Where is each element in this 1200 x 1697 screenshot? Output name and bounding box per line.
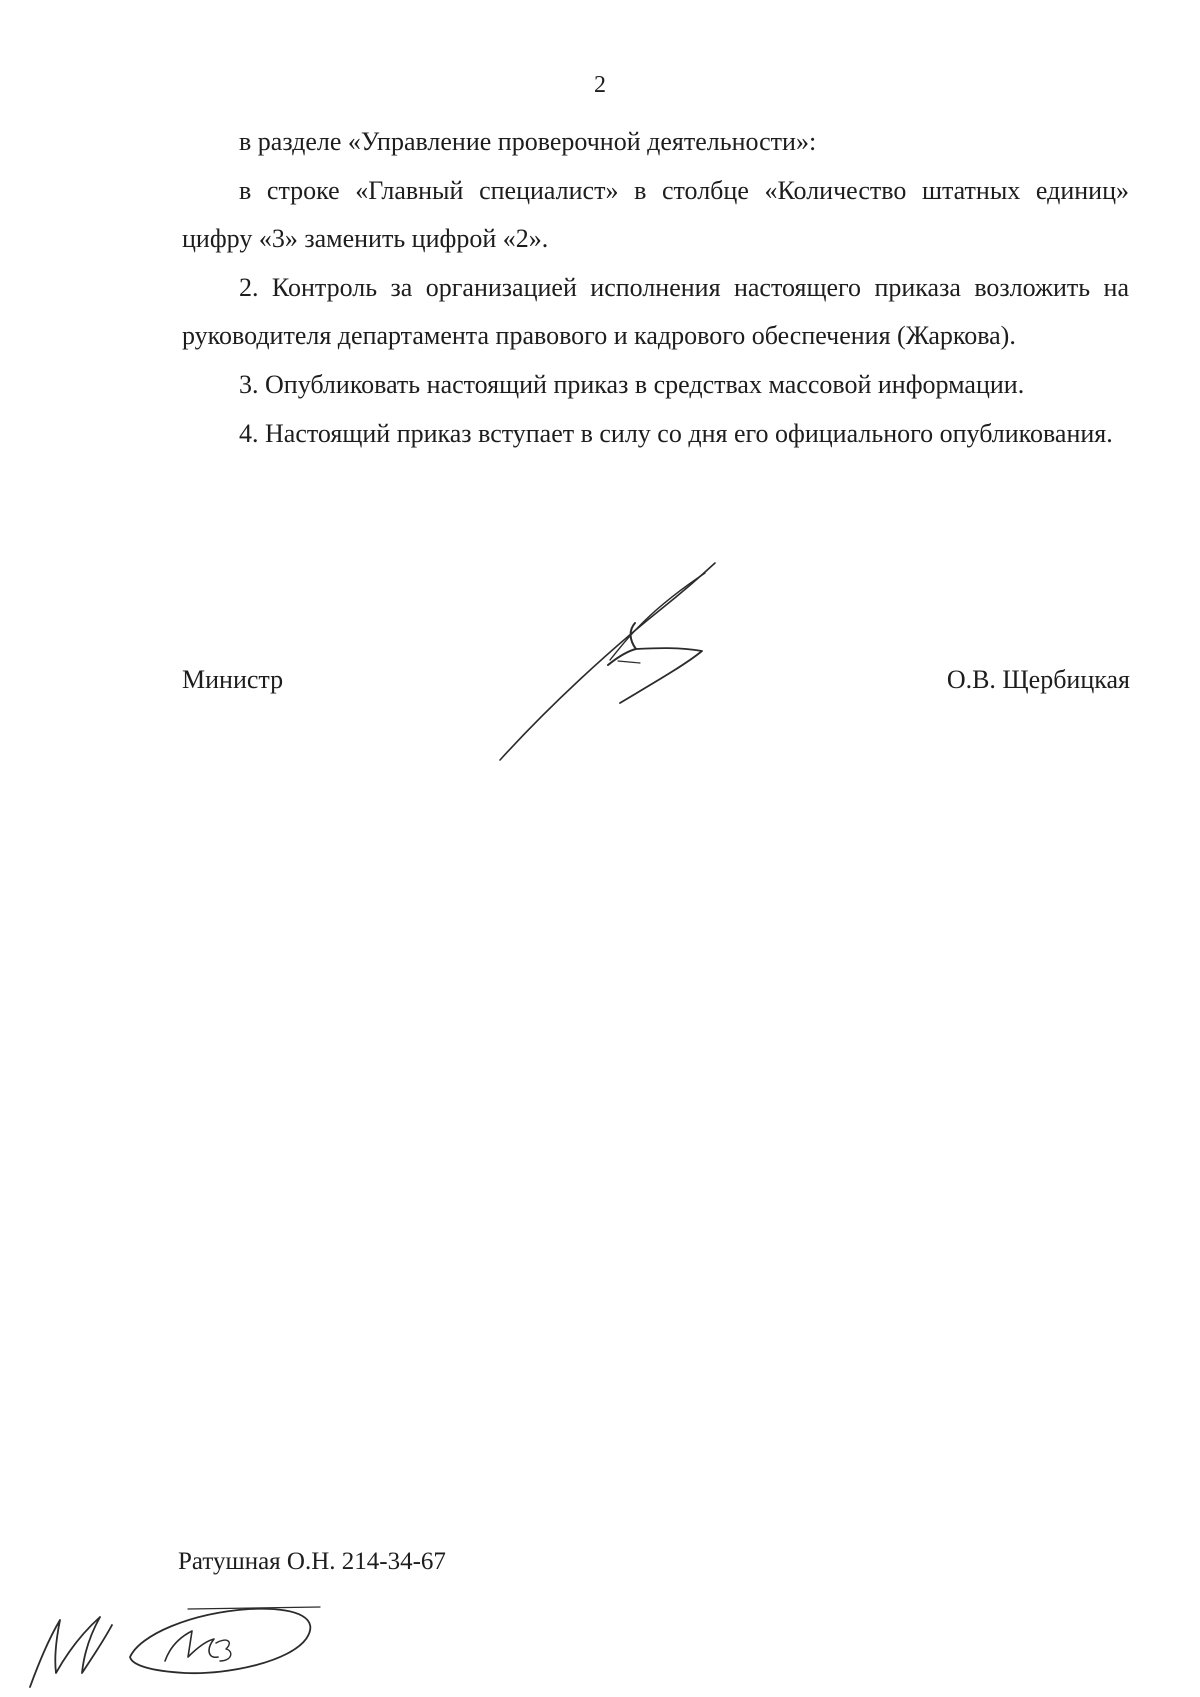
executor-contact: Ратушная О.Н. 214-34-67: [178, 1548, 446, 1575]
signatory-name: О.В. Щербицкая: [946, 665, 1130, 694]
handwritten-signature-icon: [490, 555, 770, 765]
document-body: [182, 118, 1129, 458]
signatory-position: Министр: [182, 665, 284, 694]
handwritten-initials-icon: [20, 1595, 340, 1695]
paragraph-control: 2. Контроль за организацией исполнения настоящего приказа возложить на руководителя департамента правового и кадрового обеспечения (Жаркова).: [182, 273, 1129, 350]
page-number: 2: [594, 72, 606, 98]
paragraph-section-reference: в разделе «Управление проверочной деятельности»:: [239, 127, 817, 156]
paragraph-effective-date: 4. Настоящий приказ вступает в силу со дня его официального опубликования.: [239, 419, 1113, 448]
paragraph-staff-change: в строке «Главный специалист» в столбце «Количество штатных единиц» цифру «3» заменить цифрой «2».: [182, 176, 1129, 253]
paragraph-publication: 3. Опубликовать настоящий приказ в средствах массовой информации.: [239, 370, 1025, 399]
